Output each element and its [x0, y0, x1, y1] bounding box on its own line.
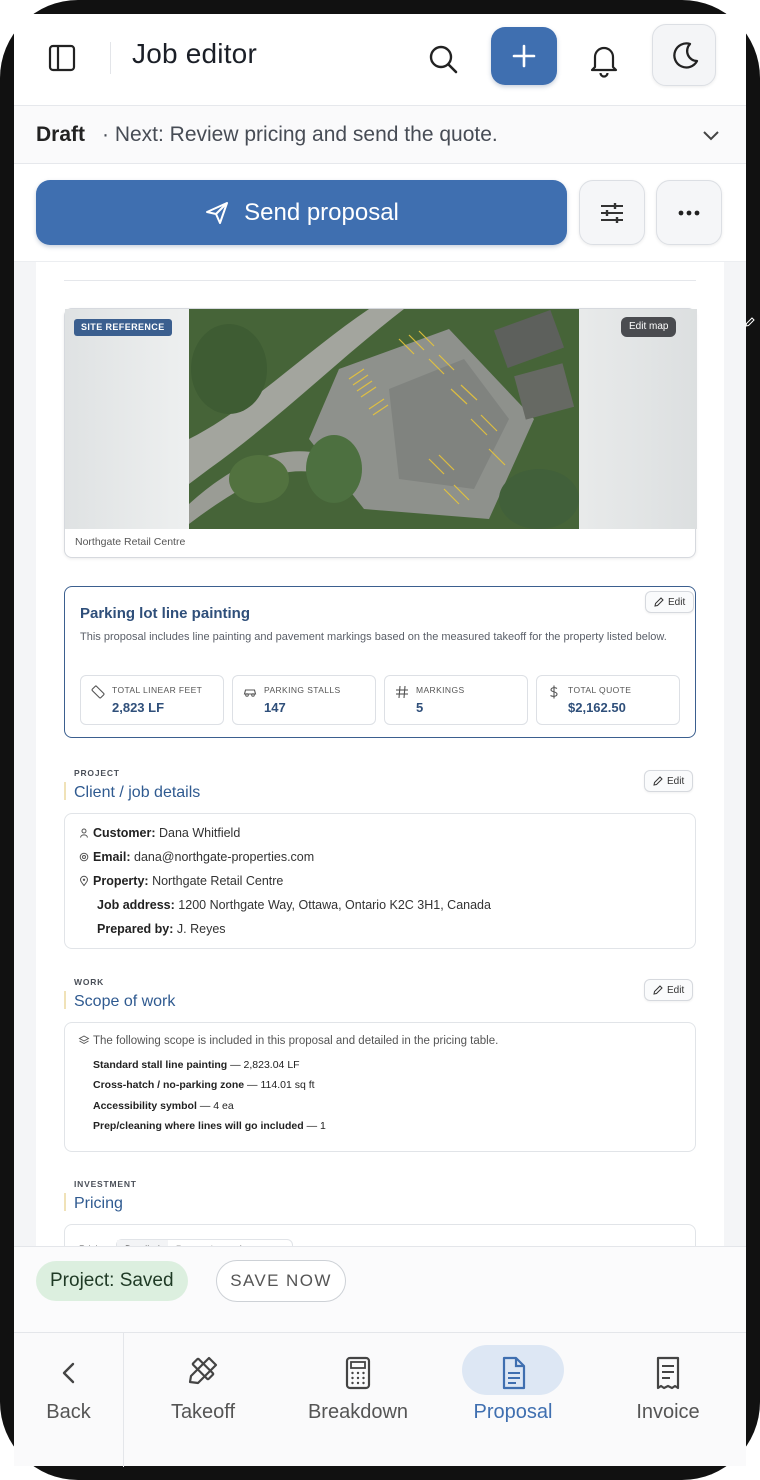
pencil-ruler-icon — [185, 1355, 221, 1391]
nav-proposal[interactable] — [454, 1333, 572, 1453]
workflow-status-bar[interactable] — [14, 106, 746, 164]
status-next-step: · Next: Review pricing and send the quote. — [102, 123, 498, 146]
nav-label: Invoice — [636, 1401, 700, 1423]
document-icon — [495, 1355, 531, 1391]
stat-value: 147 — [264, 700, 286, 715]
edit-scope-button[interactable] — [644, 979, 693, 1001]
scope-item-name: Prep/cleaning where lines will go included — [93, 1120, 304, 1132]
stat-value: 2,823 LF — [112, 700, 165, 715]
edit-map-button[interactable] — [621, 317, 676, 337]
stat-total-quote — [536, 675, 680, 725]
app-screen — [14, 14, 746, 1466]
more-horizontal-icon — [674, 198, 704, 228]
edit-label: Edit — [667, 775, 685, 787]
summary-description: This proposal includes line painting and pavement markings based on the measured takeoff for the property listed below. — [80, 631, 667, 643]
pencil-icon — [653, 776, 663, 786]
sliders-icon — [597, 198, 627, 228]
chevron-left-icon — [51, 1355, 87, 1391]
sidebar-toggle-icon[interactable] — [46, 42, 78, 74]
action-bar — [14, 164, 746, 262]
top-header — [14, 14, 746, 106]
detail-prepared-by — [97, 922, 226, 936]
detail-property — [79, 874, 283, 888]
site-reference-badge: SITE REFERENCE — [74, 319, 172, 336]
scope-intro — [79, 1035, 498, 1047]
car-icon — [243, 685, 257, 699]
chevron-down-icon[interactable] — [700, 124, 722, 146]
hash-icon — [395, 685, 409, 699]
scope-item-qty: — 4 ea — [199, 1100, 234, 1112]
settings-tune-button[interactable] — [579, 180, 645, 245]
pencil-icon — [745, 317, 755, 327]
save-status-badge: Project: Saved — [36, 1261, 188, 1301]
proposal-document — [36, 262, 724, 1362]
stat-parking-stalls — [232, 675, 376, 725]
section-kicker-project: PROJECT — [74, 768, 120, 778]
aerial-image — [189, 309, 579, 529]
ruler-icon — [91, 685, 105, 699]
stat-label: TOTAL QUOTE — [568, 685, 632, 695]
status-state: Draft — [36, 123, 86, 146]
stat-value: $2,162.50 — [568, 700, 626, 715]
divider — [64, 280, 696, 281]
detail-label: Email: — [93, 850, 131, 864]
detail-label: Customer: — [93, 826, 156, 840]
layers-icon — [79, 1035, 89, 1045]
section-kicker-investment: INVESTMENT — [74, 1179, 137, 1189]
detail-label: Job address: — [97, 898, 175, 912]
edit-summary-button[interactable] — [645, 591, 694, 613]
scope-intro-text: The following scope is included in this proposal and detailed in the pricing table. — [93, 1035, 499, 1047]
nav-label: Proposal — [473, 1401, 553, 1423]
detail-customer — [79, 826, 240, 840]
nav-label: Breakdown — [307, 1401, 409, 1423]
stat-label: PARKING STALLS — [264, 685, 341, 695]
bell-icon[interactable] — [586, 40, 622, 78]
stat-total-linear-feet — [80, 675, 224, 725]
proposal-preview-scroll[interactable] — [14, 262, 746, 1246]
search-icon[interactable] — [424, 40, 462, 78]
scope-item-name: Accessibility symbol — [93, 1100, 197, 1112]
scope-item-qty: — 1 — [306, 1120, 326, 1132]
scope-item-qty: — 2,823.04 LF — [230, 1059, 300, 1071]
send-proposal-button[interactable] — [36, 180, 567, 245]
section-accent — [64, 991, 66, 1009]
send-icon — [204, 200, 230, 226]
scope-item — [93, 1120, 326, 1132]
plus-icon — [491, 27, 557, 85]
edit-label: Edit — [667, 984, 685, 996]
user-icon — [79, 828, 89, 838]
add-button[interactable] — [491, 27, 557, 85]
detail-value: 1200 Northgate Way, Ottawa, Ontario K2C 3H1, Canada — [178, 898, 491, 912]
more-options-button[interactable] — [656, 180, 722, 245]
scope-item-name: Standard stall line painting — [93, 1059, 228, 1071]
section-title-scope: Scope of work — [74, 993, 176, 1010]
detail-value: J. Reyes — [176, 922, 226, 936]
detail-value: Northgate Retail Centre — [152, 874, 284, 888]
detail-job-address — [97, 898, 491, 912]
detail-value: Dana Whitfield — [159, 826, 241, 840]
scope-item — [93, 1059, 300, 1071]
theme-toggle-button[interactable] — [652, 24, 716, 86]
stat-value: 5 — [416, 700, 424, 715]
site-aerial-map — [65, 309, 697, 529]
receipt-icon — [650, 1355, 686, 1391]
edit-project-button[interactable] — [644, 770, 693, 792]
detail-label: Prepared by: — [97, 922, 174, 936]
nav-back[interactable] — [14, 1333, 124, 1467]
send-proposal-label: Send proposal — [244, 198, 399, 226]
stat-label: MARKINGS — [416, 685, 465, 695]
nav-breakdown[interactable] — [298, 1333, 418, 1453]
scope-item-name: Cross-hatch / no-parking zone — [93, 1079, 245, 1091]
scope-item — [93, 1079, 315, 1091]
stat-label: TOTAL LINEAR FEET — [112, 685, 203, 695]
section-accent — [64, 782, 66, 800]
save-now-button[interactable]: SAVE NOW — [216, 1260, 346, 1302]
site-map-card — [64, 308, 696, 558]
page-title: Job editor — [132, 38, 257, 69]
nav-invoice[interactable] — [610, 1333, 726, 1453]
scope-box — [64, 1022, 696, 1152]
scope-item-qty: — 114.01 sq ft — [247, 1079, 315, 1091]
bottom-navigation — [14, 1332, 746, 1466]
section-title-pricing: Pricing — [74, 1195, 123, 1212]
edit-map-label: Edit map — [629, 321, 669, 332]
pencil-icon — [653, 985, 663, 995]
detail-label: Property: — [93, 874, 149, 888]
detail-value: dana@northgate-properties.com — [134, 850, 315, 864]
scope-item — [93, 1100, 234, 1112]
nav-label: Back — [46, 1401, 91, 1423]
nav-label: Takeoff — [170, 1401, 236, 1423]
summary-title: Parking lot line painting — [80, 605, 251, 622]
save-bar — [14, 1246, 746, 1332]
moon-icon — [653, 25, 717, 87]
dollar-icon — [547, 685, 561, 699]
edit-label: Edit — [668, 596, 686, 608]
nav-takeoff[interactable] — [142, 1333, 264, 1453]
header-divider — [110, 42, 111, 74]
map-pin-icon — [79, 876, 89, 886]
at-sign-icon — [79, 852, 89, 862]
detail-email — [79, 850, 314, 864]
section-kicker-work: WORK — [74, 977, 105, 987]
proposal-summary-card — [64, 586, 696, 738]
section-title-client-details: Client / job details — [74, 784, 201, 801]
map-caption: Northgate Retail Centre — [75, 536, 186, 548]
client-details-box — [64, 813, 696, 949]
calculator-icon — [340, 1355, 376, 1391]
pencil-icon — [654, 597, 664, 607]
stat-markings — [384, 675, 528, 725]
section-accent — [64, 1193, 66, 1211]
